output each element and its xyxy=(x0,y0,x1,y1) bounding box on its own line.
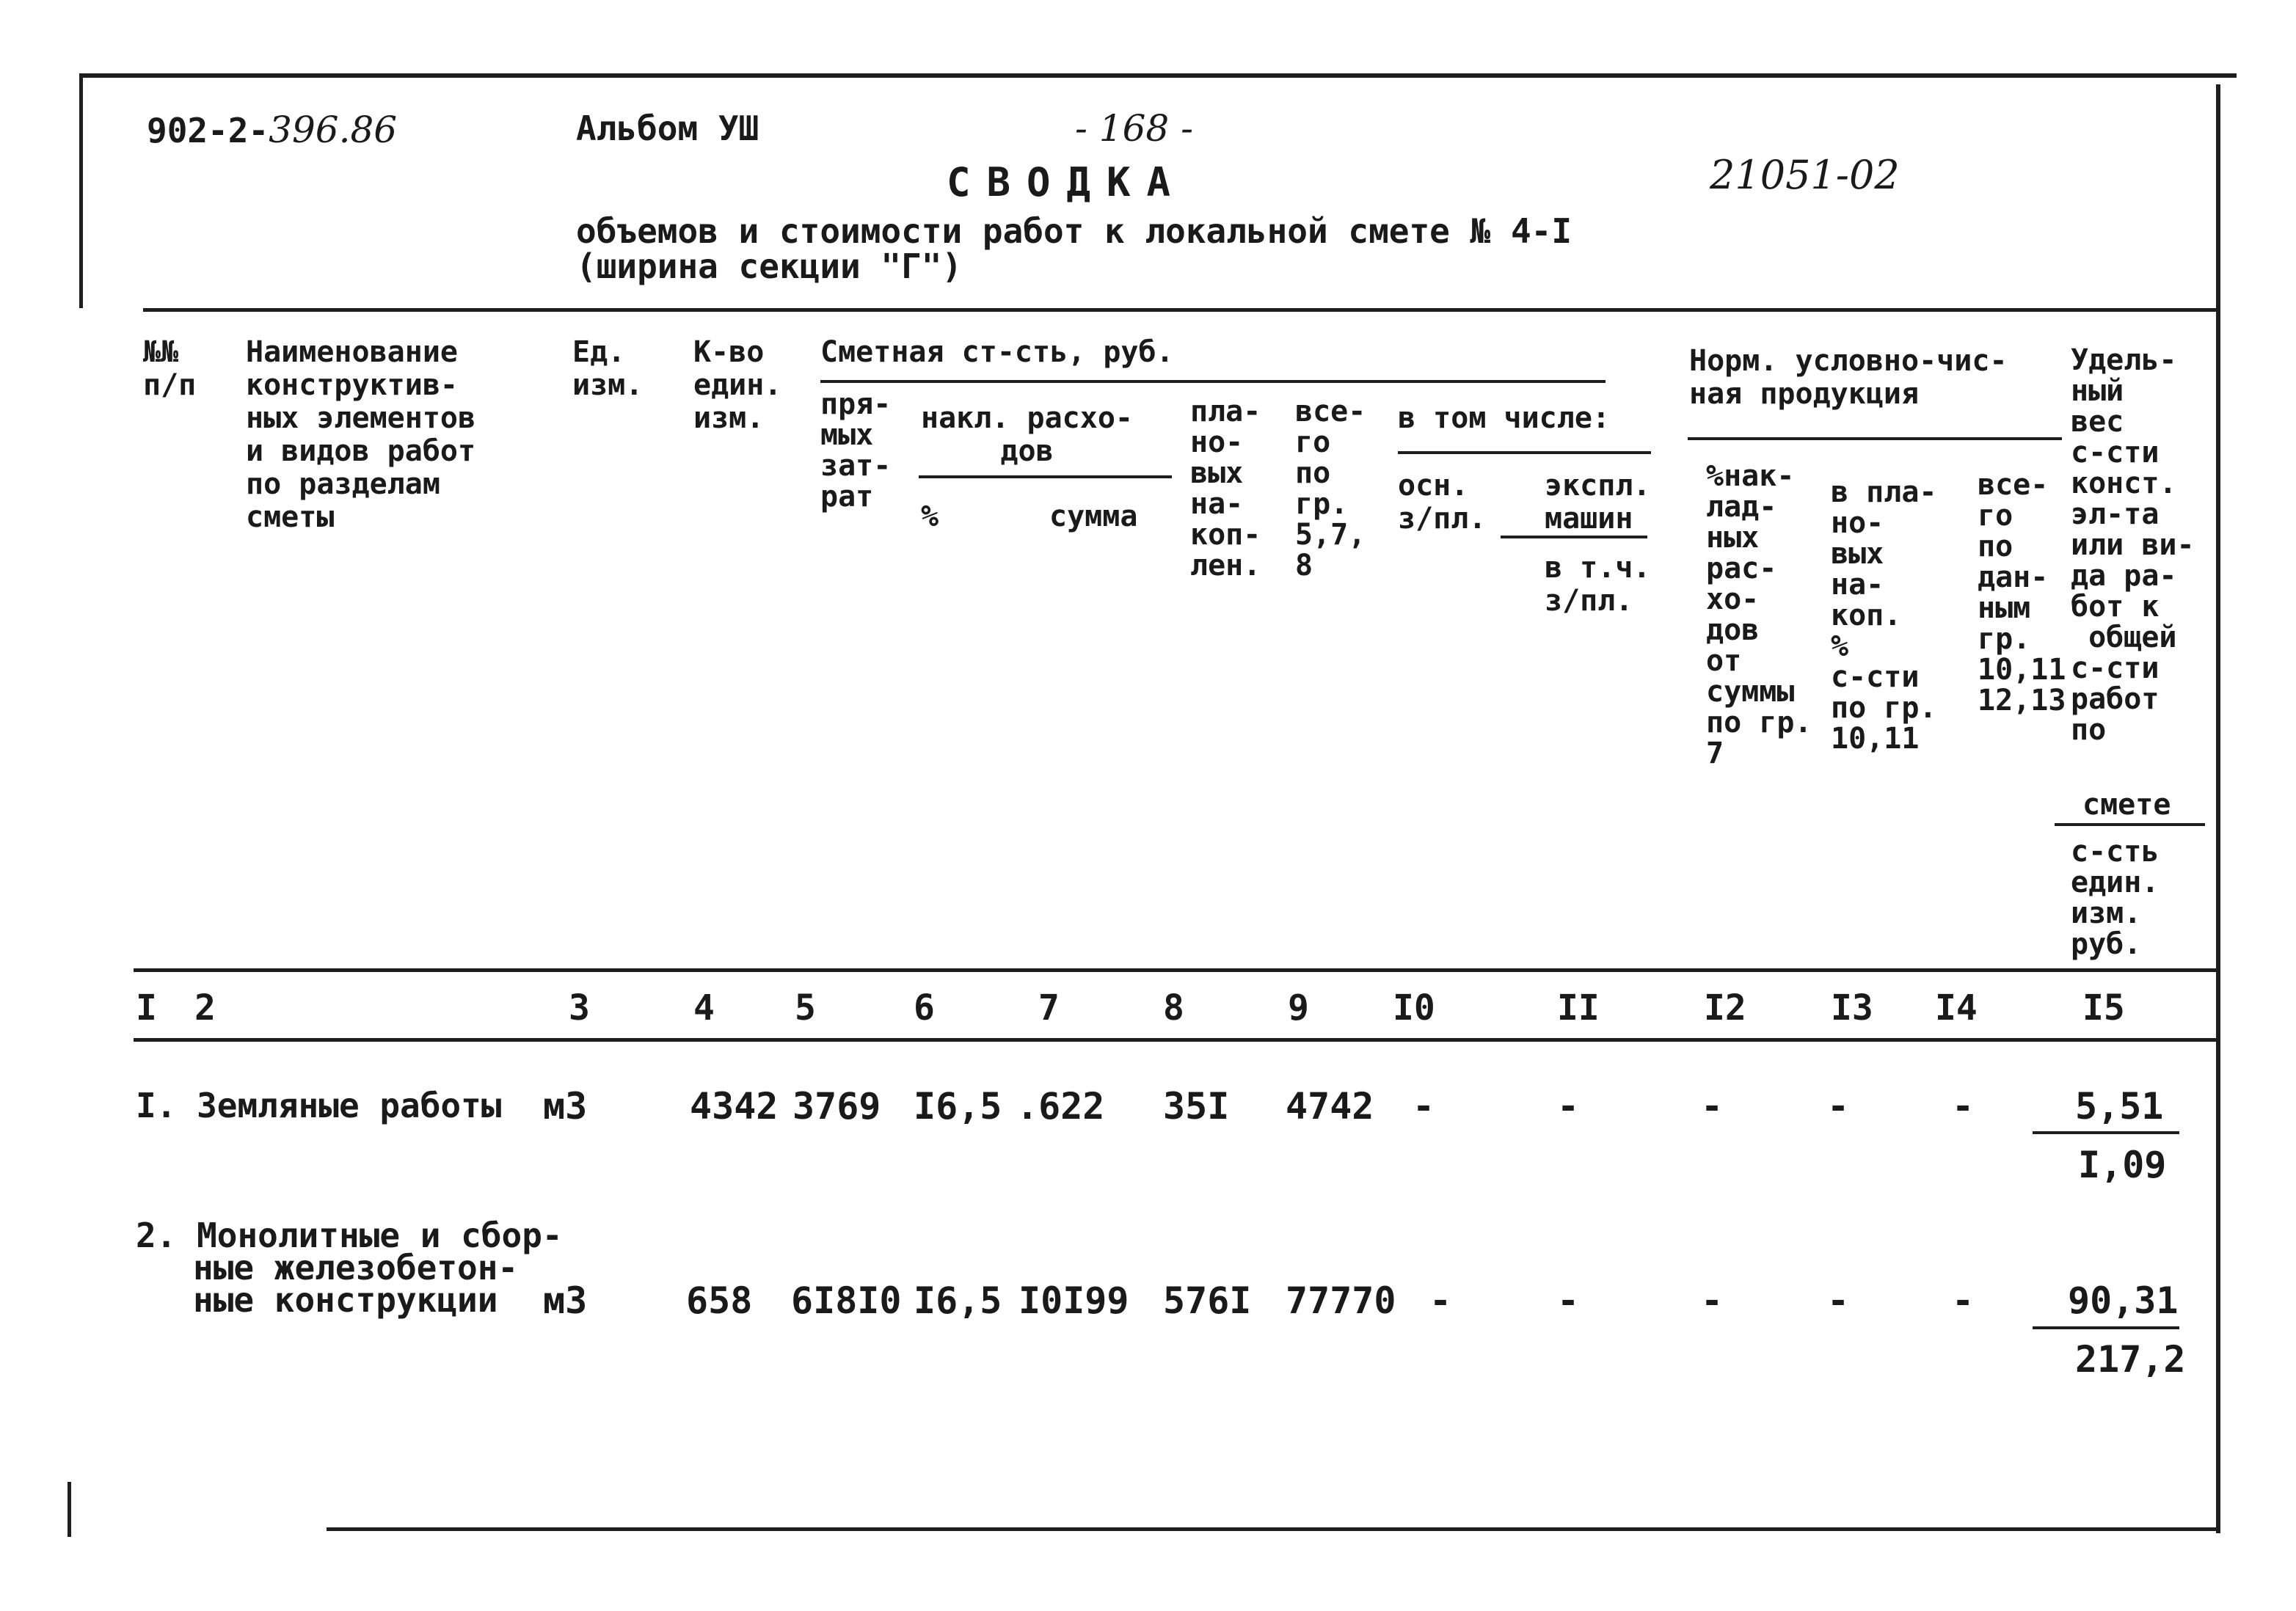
row-base-salary: - xyxy=(1413,1085,1435,1128)
column-number: 6 xyxy=(914,987,935,1029)
frame-left-margin-mark xyxy=(68,1482,71,1537)
column-number: I xyxy=(136,987,157,1029)
row-norm-overhead: - xyxy=(1701,1085,1724,1128)
row-overhead-sum: I0I99 xyxy=(1018,1279,1129,1322)
column-number: 3 xyxy=(569,987,590,1029)
overhead-group-underline xyxy=(919,475,1172,478)
doc-code-print: 902-2- xyxy=(147,111,269,150)
row-norm-total: - xyxy=(1952,1085,1975,1128)
col-header-machine-salary: в т.ч. з/пл. xyxy=(1545,551,1651,618)
page-subtitle-line2: (ширина секции "Г") xyxy=(576,246,963,286)
col-header-planned-savings: пла- но- вых на- коп- лен. xyxy=(1190,395,1261,582)
table-top-line xyxy=(143,308,2220,312)
row-unit-cost: I,09 xyxy=(2078,1144,2167,1186)
column-number: 5 xyxy=(795,987,816,1029)
page-subtitle-line1: объемов и стоимости работ к локальной смете № 4-I xyxy=(576,211,1572,251)
doc-code xyxy=(147,109,398,151)
col-header-row-number: №№ п/п xyxy=(143,335,197,402)
column-number: 8 xyxy=(1163,987,1184,1029)
col-header-total: все- го по гр. 5,7, 8 xyxy=(1295,395,1366,582)
frame-right-border xyxy=(2216,84,2220,1533)
cost-group-underline xyxy=(820,380,1606,383)
col-header-specific-weight-last: смете xyxy=(2082,788,2171,822)
doc-stamp-number: 21051-02 xyxy=(1710,152,1900,198)
row-unit: м3 xyxy=(543,1085,588,1128)
column-number: I3 xyxy=(1831,987,1873,1029)
column-number: I5 xyxy=(2082,987,2125,1029)
row-overhead-sum: .622 xyxy=(1016,1085,1105,1128)
col-header-including-group: в том числе: xyxy=(1398,401,1610,435)
column-number: I4 xyxy=(1935,987,1978,1029)
col-header-overhead-sum: сумма xyxy=(1049,500,1138,533)
column-numbers-bottom-line xyxy=(134,1038,2220,1042)
row-specific-weight: 5,51 xyxy=(2075,1085,2164,1128)
row-norm-planned: - xyxy=(1827,1085,1850,1128)
frame-left-border xyxy=(79,73,83,308)
machine-operation-underline xyxy=(1501,536,1647,538)
col-header-overhead-group: накл. расхо- дов xyxy=(921,401,1133,468)
col-header-overhead-percent: % xyxy=(921,500,939,533)
row-quantity: 4342 xyxy=(690,1085,779,1128)
row-total: 77770 xyxy=(1286,1279,1396,1322)
specific-weight-underline xyxy=(2055,823,2205,826)
row-planned-savings: 576I xyxy=(1163,1279,1252,1322)
frame-bottom-border xyxy=(327,1527,2220,1531)
row-direct-costs: 3769 xyxy=(792,1085,881,1128)
doc-code-handwritten: 396.86 xyxy=(269,109,398,151)
row-name-line: ные конструкции xyxy=(193,1280,498,1320)
album-label: Альбом УШ xyxy=(576,109,759,148)
col-header-name: Наименование конструктив- ных элементов и видов работ по разделам сметы xyxy=(246,335,476,534)
column-number: I2 xyxy=(1704,987,1746,1029)
col-header-quantity: К-во един. изм. xyxy=(693,335,782,435)
col-header-unit-cost: с-сть един. изм. руб. xyxy=(2071,835,2160,961)
row-name-line: 2. Монолитные и сбор- xyxy=(136,1216,563,1255)
row-direct-costs: 6I8I0 xyxy=(791,1279,902,1322)
norm-group-underline xyxy=(1688,437,2062,440)
column-number: 7 xyxy=(1038,987,1060,1029)
row-name: I. Земляные работы xyxy=(136,1086,502,1125)
row-fraction-line xyxy=(2033,1131,2179,1134)
frame-top-border xyxy=(79,73,2237,78)
row-specific-weight: 90,31 xyxy=(2068,1279,2179,1322)
row-norm-overhead: - xyxy=(1701,1279,1724,1322)
col-header-norm-production-group: Норм. условно-чис- ная продукция xyxy=(1689,344,2008,411)
row-base-salary: - xyxy=(1429,1279,1452,1322)
col-header-machine-operation: экспл. машин xyxy=(1545,469,1651,536)
col-header-unit: Ед. изм. xyxy=(572,335,644,402)
page-number: - 168 - xyxy=(1075,107,1194,150)
column-number: 9 xyxy=(1288,987,1309,1029)
row-machine-operation: - xyxy=(1557,1085,1580,1128)
col-header-estimated-cost-group: Сметная ст-сть, руб. xyxy=(820,335,1174,369)
row-norm-total: - xyxy=(1952,1279,1975,1322)
row-overhead-percent: I6,5 xyxy=(914,1279,1002,1322)
row-planned-savings: 35I xyxy=(1163,1085,1230,1128)
row-unit: м3 xyxy=(543,1279,588,1322)
row-machine-operation: - xyxy=(1557,1279,1580,1322)
column-number: I0 xyxy=(1393,987,1435,1029)
col-header-direct-costs: пря- мых зат- рат xyxy=(820,387,892,514)
col-header-base-salary: осн. з/пл. xyxy=(1398,469,1487,536)
including-group-underline xyxy=(1398,451,1651,454)
row-overhead-percent: I6,5 xyxy=(914,1085,1002,1128)
column-number: 2 xyxy=(194,987,216,1029)
col-header-norm-planned: в пла- но- вых на- коп. % с-сти по гр. 10,11 xyxy=(1831,475,1937,756)
col-header-norm-overhead: %нак- лад- ных рас- хо- дов от суммы по гр. 7 xyxy=(1706,459,1812,770)
col-header-specific-weight: Удель- ный вес с-сти конст. эл-та или ви- да ра- бот к общей с-сти работ по xyxy=(2071,343,2195,747)
column-numbers-top-line xyxy=(134,968,2220,972)
row-quantity: 658 xyxy=(686,1279,753,1322)
page-title: СВОДКА xyxy=(947,159,1187,205)
col-header-norm-total: все- го по дан- ным гр. 10,11 12,13 xyxy=(1978,468,2066,717)
row-name-line: ные железобетон- xyxy=(193,1248,519,1287)
column-number: 4 xyxy=(693,987,715,1029)
row-fraction-line xyxy=(2033,1326,2179,1329)
row-unit-cost: 217,2 xyxy=(2075,1338,2186,1381)
column-number: II xyxy=(1557,987,1600,1029)
row-total: 4742 xyxy=(1286,1085,1374,1128)
row-norm-planned: - xyxy=(1827,1279,1850,1322)
